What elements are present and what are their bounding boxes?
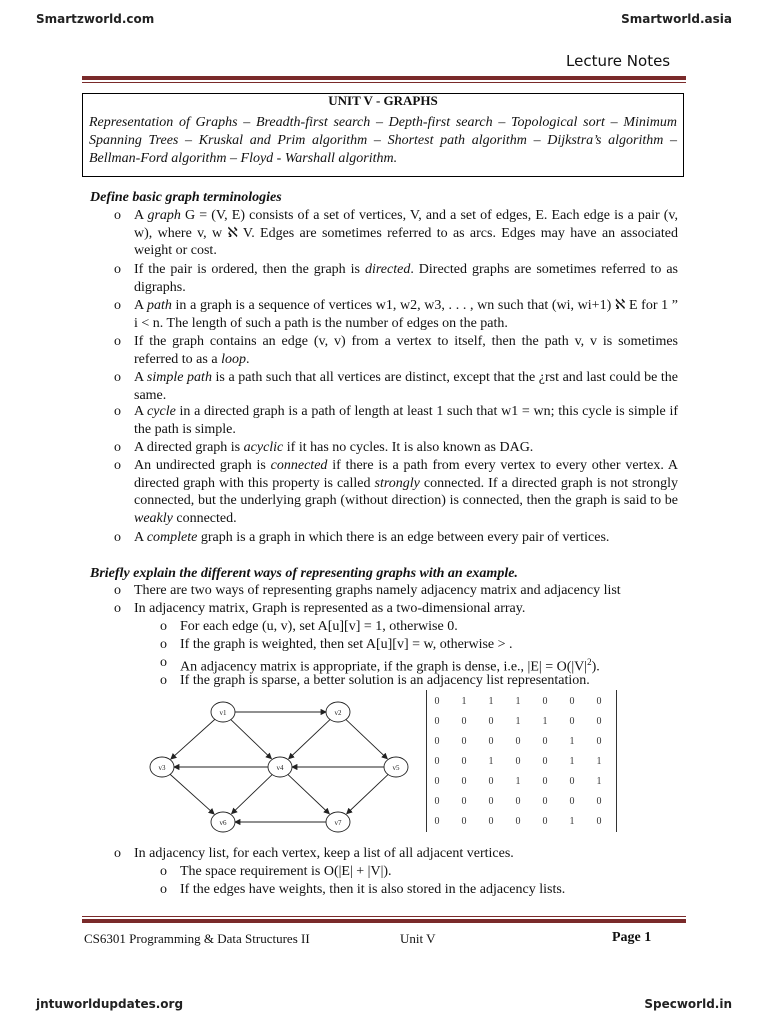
graph-node-label: v5 <box>392 764 400 772</box>
matrix-cell: 0 <box>461 756 467 767</box>
graph-edge-v4-v7 <box>288 775 329 814</box>
matrix-cell: 0 <box>569 696 575 707</box>
section-heading-terminology: Define basic graph terminologies <box>90 190 282 205</box>
matrix-cell: 1 <box>461 696 467 707</box>
bullet-text: A graph G = (V, E) consists of a set of vertices, V, and a set of edges, E. Each edge is a pair (v, w), where v, w ℵ V. Edges are sometimes referred to as arcs. Edges may have an associated weight or cost. <box>134 208 679 258</box>
emphasis: weakly <box>134 510 173 526</box>
matrix-cell: 1 <box>488 696 494 707</box>
matrix-cell: 1 <box>542 716 548 727</box>
lecture-notes-title: Lecture Notes <box>566 52 671 70</box>
matrix-cell: 1 <box>569 736 575 747</box>
matrix-cell: 0 <box>596 796 602 807</box>
unit-summary-box <box>82 93 684 177</box>
matrix-cell: 0 <box>434 716 440 727</box>
graph-edge-v1-v3 <box>171 719 215 759</box>
watermark-bottom-right: Specworld.in <box>644 997 732 1011</box>
emphasis: path <box>147 298 172 313</box>
matrix-cell: 0 <box>488 736 494 747</box>
matrix-cell: 0 <box>461 716 467 727</box>
matrix-cell: 0 <box>434 796 440 807</box>
bullet-text: There are two ways of representing graphs namely adjacency matrix and adjacency list <box>134 583 621 598</box>
matrix-cell: 0 <box>515 756 521 767</box>
unit-topics: Representation of Graphs – Breadth-first search – Depth-first search – Topological sort – Minimum Spanning Trees – Kruskal and Prim algorithm – Shortest path algorithm – Dijkstra’s algorithm –Bellman-Ford algorithm – Floyd - Warshall algorithm. <box>89 115 677 166</box>
matrix-cell: 0 <box>488 796 494 807</box>
emphasis: loop <box>221 351 246 367</box>
matrix-cell: 0 <box>434 776 440 787</box>
matrix-cell: 0 <box>488 816 494 827</box>
matrix-cell: 0 <box>542 796 548 807</box>
bullet-marker: o <box>160 619 167 634</box>
matrix-right-bracket <box>616 690 617 832</box>
bullet-marker: o <box>114 208 121 223</box>
emphasis: connected <box>270 458 328 473</box>
bullet-marker: o <box>114 262 121 277</box>
matrix-cell: 0 <box>515 796 521 807</box>
matrix-cell: 0 <box>461 776 467 787</box>
matrix-cell: 0 <box>488 776 494 787</box>
watermark-top-right: Smartworld.asia <box>621 12 732 26</box>
graph-edge-v1-v4 <box>231 720 271 759</box>
bullet-marker: o <box>160 655 167 670</box>
bullet-marker: o <box>160 864 167 879</box>
emphasis: directed <box>364 262 411 277</box>
matrix-cell: 0 <box>515 816 521 827</box>
directed-graph-figure <box>140 694 420 836</box>
bullet-marker: o <box>114 458 121 473</box>
matrix-cell: 0 <box>569 776 575 787</box>
emphasis: acyclic <box>243 440 284 455</box>
footer-page-number: Page 1 <box>612 930 652 945</box>
graph-node-label: v1 <box>219 709 227 717</box>
matrix-cell: 1 <box>515 776 521 787</box>
matrix-cell: 0 <box>461 736 467 747</box>
graph-node-label: v6 <box>219 819 227 827</box>
header-rule-thin <box>82 82 686 83</box>
bullet-marker: o <box>160 882 167 897</box>
bullet-text: A complete graph is a graph in which there is an edge between every pair of vertices. <box>134 530 610 545</box>
bullet-text: A cycle in a directed graph is a path of length at least 1 such that w1 = wn; this cycle is simple if the path is simple. <box>134 404 678 437</box>
footer-course: CS6301 Programming & Data Structures II <box>84 931 310 946</box>
matrix-cell: 0 <box>542 756 548 767</box>
matrix-cell: 0 <box>515 736 521 747</box>
bullet-text: An adjacency matrix is appropriate, if the graph is dense, i.e., $|E| = O(|V|^2)$. <box>180 657 600 675</box>
bullet-text: If the graph contains an edge (v, v) from a vertex to itself, then the path v, v is sometimes referred to as a loop. <box>134 334 678 367</box>
watermark-top-left: Smartzworld.com <box>36 12 155 26</box>
matrix-cell: 1 <box>596 776 602 787</box>
bullet-marker: o <box>160 637 167 652</box>
bullet-text: A path in a graph is a sequence of vertices w1, w2, w3, . . . , wn such that (wi, wi+1) ℵ E for 1 ” i < n. The length of such a path is the number of edges on the path. <box>134 298 678 331</box>
footer-unit: Unit V <box>400 931 436 946</box>
graph-edge-v3-v6 <box>170 774 214 814</box>
bullet-marker: o <box>114 298 121 313</box>
matrix-cell: 0 <box>569 796 575 807</box>
bullet-marker: o <box>114 334 121 349</box>
bullet-text: In adjacency list, for each vertex, keep a list of all adjacent vertices. <box>134 846 514 861</box>
matrix-left-bracket <box>426 690 427 832</box>
matrix-cell: 1 <box>569 816 575 827</box>
bullet-text: If the edges have weights, then it is also stored in the adjacency lists. <box>180 882 566 897</box>
bullet-text: A simple path is a path such that all vertices are distinct, except that the ¿rst and last could be the same. <box>134 370 678 403</box>
unit-title: UNIT V - GRAPHS <box>328 93 438 108</box>
bullet-marker: o <box>114 530 121 545</box>
matrix-cell: 0 <box>596 716 602 727</box>
graph-node-label: v2 <box>334 709 342 717</box>
bullet-text: If the pair is ordered, then the graph is directed. Directed graphs are sometimes referred to as digraphs. <box>134 262 678 295</box>
matrix-cell: 0 <box>596 736 602 747</box>
section-heading-representation: Briefly explain the different ways of representing graphs with an example. <box>90 566 518 581</box>
graph-node-label: v4 <box>276 764 284 772</box>
matrix-cell: 0 <box>434 736 440 747</box>
bullet-marker: o <box>114 404 121 419</box>
header-rule <box>82 76 686 80</box>
matrix-cell: 0 <box>596 696 602 707</box>
bullet-text: A directed graph is acyclic if it has no cycles. It is also known as DAG. <box>134 440 534 455</box>
matrix-cell: 0 <box>434 696 440 707</box>
bullet-marker: o <box>114 601 121 616</box>
emphasis: graph <box>147 208 181 223</box>
matrix-cell: 0 <box>542 736 548 747</box>
matrix-cell: 0 <box>542 816 548 827</box>
matrix-cell: 1 <box>596 756 602 767</box>
graph-edge-v2-v5 <box>346 720 387 759</box>
graph-edge-v5-v7 <box>347 775 388 814</box>
watermark-bottom-left: jntuworldupdates.org <box>36 997 184 1011</box>
graph-edge-v4-v6 <box>232 775 272 814</box>
matrix-cell: 1 <box>515 716 521 727</box>
matrix-cell: 0 <box>488 716 494 727</box>
matrix-cell: 0 <box>542 776 548 787</box>
matrix-cell: 1 <box>515 696 521 707</box>
footer-rule-thin <box>82 916 686 917</box>
matrix-cell: 0 <box>542 696 548 707</box>
graph-edge-v2-v4 <box>289 720 330 759</box>
bullet-text: If the graph is weighted, then set A[u][v] = w, otherwise ˃ . <box>180 637 513 652</box>
emphasis: strongly <box>374 475 420 491</box>
emphasis: complete <box>146 530 198 545</box>
bullet-marker: o <box>114 846 121 861</box>
emphasis: cycle <box>147 404 176 419</box>
bullet-marker: o <box>114 440 121 455</box>
graph-node-label: v3 <box>158 764 166 772</box>
matrix-cell: 0 <box>461 796 467 807</box>
superscript: 2 <box>587 657 592 667</box>
bullet-text: The space requirement is O(|E| + |V|). <box>180 864 392 879</box>
matrix-cell: 0 <box>434 756 440 767</box>
matrix-cell: 0 <box>596 816 602 827</box>
adjacency-matrix <box>428 696 614 832</box>
bullet-marker: o <box>114 583 121 598</box>
footer-rule <box>82 919 686 923</box>
matrix-cell: 0 <box>461 816 467 827</box>
matrix-cell: 1 <box>488 756 494 767</box>
emphasis: simple path <box>146 370 212 385</box>
bullet-marker: o <box>160 673 167 688</box>
graph-node-label: v7 <box>334 819 342 827</box>
matrix-cell: 1 <box>569 756 575 767</box>
bullet-marker: o <box>114 370 121 385</box>
bullet-text: For each edge (u, v), set A[u][v] = 1, otherwise 0. <box>180 619 458 634</box>
bullet-text: An undirected graph is connected if there is a path from every vertex to every other vertex. A directed graph with this property is called strongly connected. If a directed graph is not strongly connected, but the underlying graph (without direction) is connected, then the graph is said to be weakly connected. <box>134 458 679 526</box>
matrix-cell: 0 <box>434 816 440 827</box>
bullet-text: In adjacency matrix, Graph is represented as a two-dimensional array. <box>134 601 526 616</box>
matrix-cell: 0 <box>569 716 575 727</box>
bullet-text: If the graph is sparse, a better solution is an adjacency list representation. <box>180 673 590 688</box>
